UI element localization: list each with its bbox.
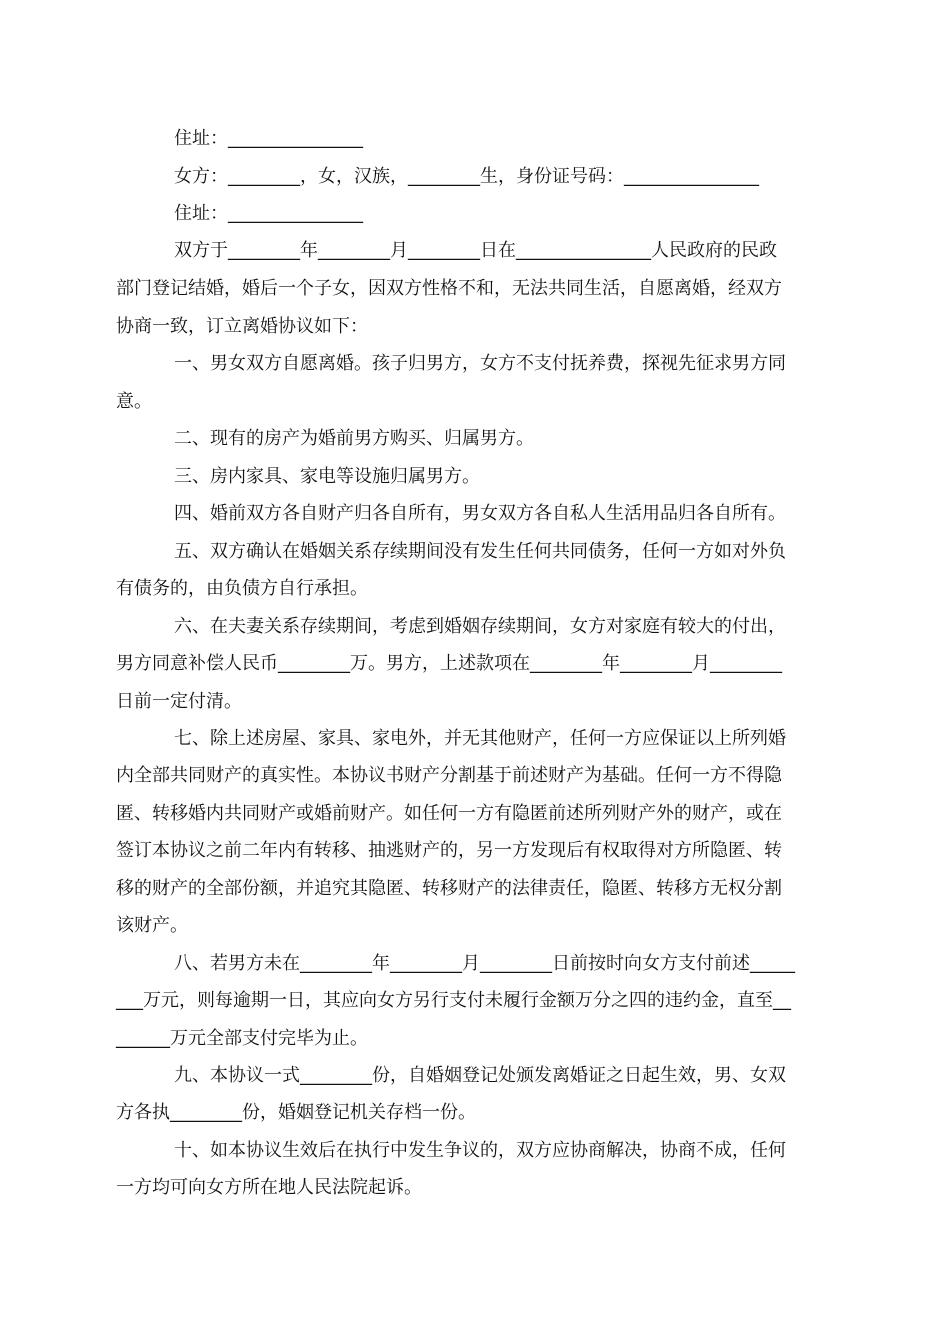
clause-7-line-5: 移的财产的全部份额，并追究其隐匿、转移财产的法律责任，隐匿、转移方无权分割 [116, 878, 782, 899]
clause-6-line-3: 日前一定付清。 [116, 691, 242, 712]
address-line-1: 住址：_______________ [174, 128, 363, 149]
clause-7-line-2: 内全部共同财产的真实性。本协议书财产分割基于前述财产为基础。任何一方不得隐 [116, 765, 782, 786]
clause-2: 二、现有的房产为婚前男方购买、归属男方。 [174, 428, 534, 449]
clause-7-line-4: 签订本协议之前二年内有转移、抽逃财产的，另一方发现后有权取得对方所隐匿、转 [116, 840, 782, 861]
intro-line-3: 协商一致，订立离婚协议如下： [116, 316, 368, 337]
clause-1-line-2: 意。 [116, 391, 152, 412]
clause-7-line-6: 该财产。 [116, 915, 188, 936]
intro-line-1: 双方于________年________月________日在_______________人民政府的民政 [174, 240, 777, 261]
clause-8-line-2: ___万元，则每逾期一日，其应向女方另行支付未履行金额万分之四的违约金，直至__ [116, 990, 791, 1011]
wife-info-line: 女方：________，女，汉族，________生，身份证号码：_______________ [174, 166, 759, 187]
intro-line-2: 部门登记结婚，婚后一个子女，因双方性格不和，无法共同生活，自愿离婚，经双方 [116, 278, 782, 299]
clause-4: 四、婚前双方各自财产归各自所有，男女双方各自私人生活用品归各自所有。 [174, 503, 786, 524]
clause-10-line-2: 一方均可向女方所在地人民法院起诉。 [116, 1177, 422, 1198]
clause-8-line-3: ______万元全部支付完毕为止。 [116, 1028, 368, 1049]
clause-7-line-3: 匿、转移婚内共同财产或婚前财产。如任何一方有隐匿前述所列财产外的财产，或在 [116, 803, 782, 824]
clause-9-line-1: 九、本协议一式________份，自婚姻登记处颁发离婚证之日起生效，男、女双 [174, 1065, 786, 1086]
clause-6-line-1: 六、在夫妻关系存续期间，考虑到婚姻存续期间，女方对家庭有较大的付出， [174, 616, 786, 637]
clause-5-line-1: 五、双方确认在婚姻关系存续期间没有发生任何共同债务，任何一方如对外负 [174, 541, 786, 562]
clause-3: 三、房内家具、家电等设施归属男方。 [174, 466, 480, 487]
clause-8-line-1: 八、若男方未在________年________月________日前按时向女方支付前述_____ [174, 953, 795, 974]
clause-10-line-1: 十、如本协议生效后在执行中发生争议的，双方应协商解决，协商不成，任何 [174, 1140, 786, 1161]
address-line-2: 住址：_______________ [174, 203, 363, 224]
clause-5-line-2: 有债务的，由负债方自行承担。 [116, 578, 368, 599]
clause-6-line-2: 男方同意补偿人民币________万。男方，上述款项在________年________月________ [116, 653, 782, 674]
clause-9-line-2: 方各执________份，婚姻登记机关存档一份。 [116, 1102, 476, 1123]
clause-7-line-1: 七、除上述房屋、家具、家电外，并无其他财产，任何一方应保证以上所列婚 [174, 728, 786, 749]
clause-1-line-1: 一、男女双方自愿离婚。孩子归男方，女方不支付抚养费，探视先征求男方同 [174, 353, 786, 374]
